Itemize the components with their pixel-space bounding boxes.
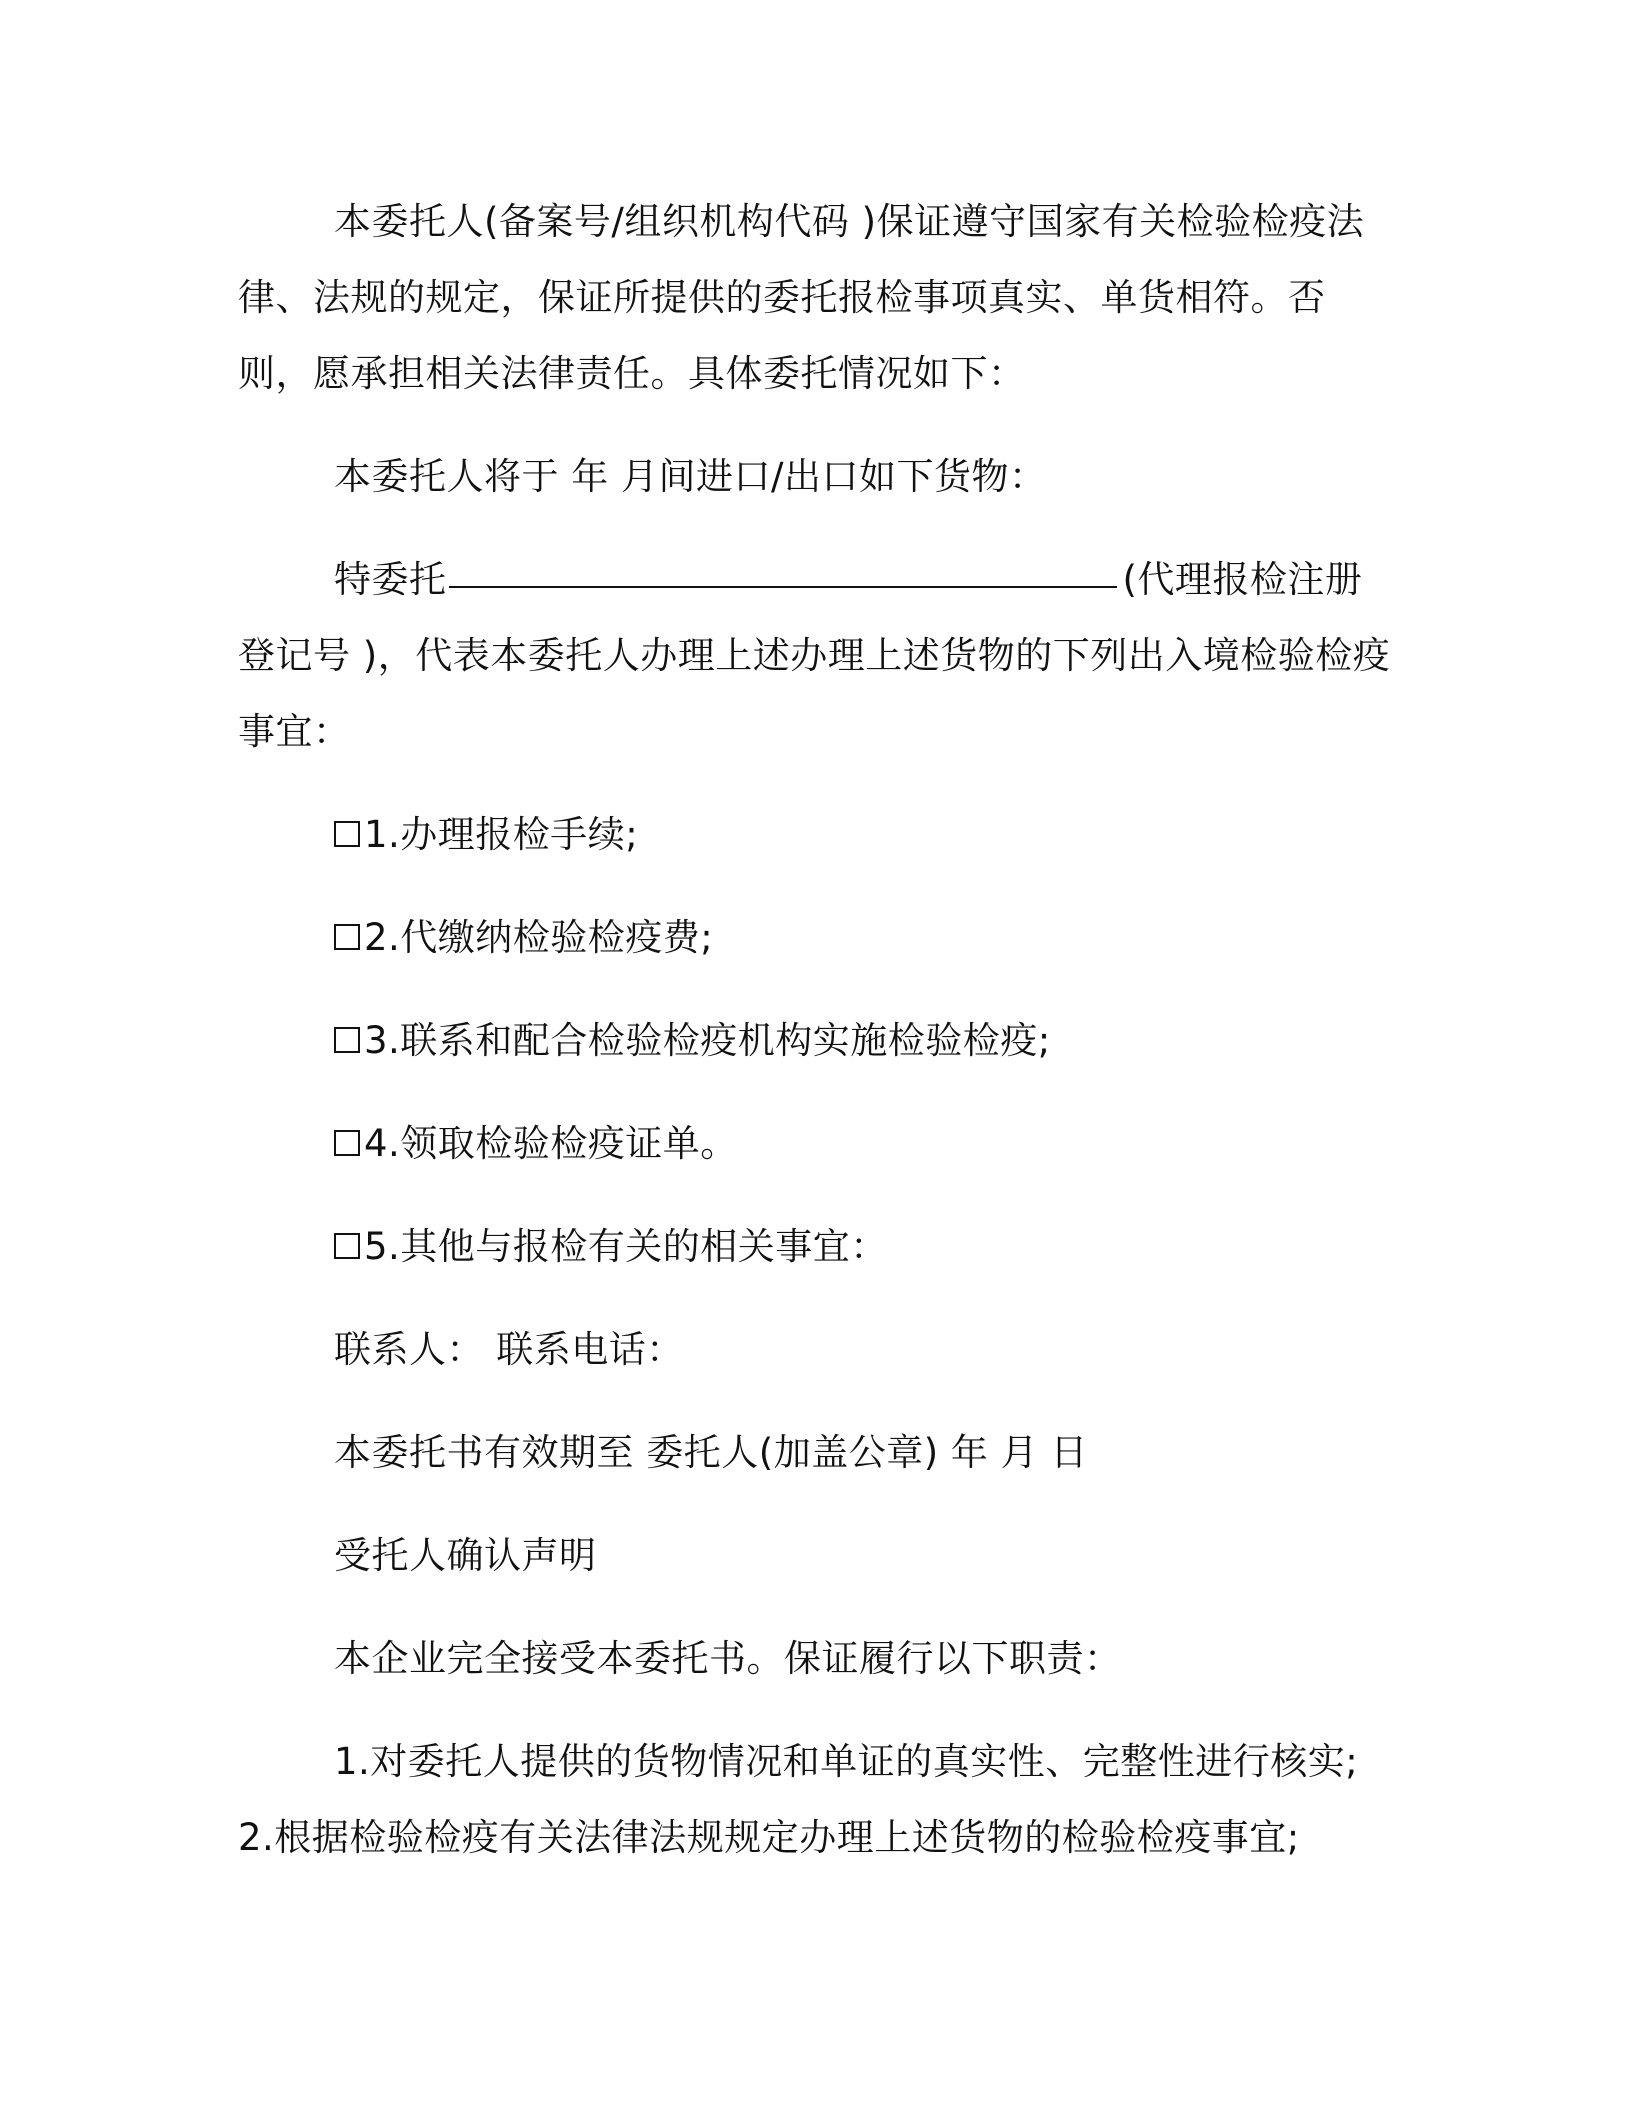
- checkbox-icon[interactable]: [334, 1233, 360, 1259]
- checklist-item: [238, 1209, 1398, 1285]
- checklist-item-label: 4.领取检验检疫证单。: [364, 1122, 738, 1165]
- checklist-item: [238, 900, 1398, 976]
- checkbox-icon[interactable]: [334, 821, 360, 847]
- spacer: [238, 1182, 1398, 1209]
- checkbox-icon[interactable]: [334, 924, 360, 950]
- import-export-paragraph: 本委托人将于 年 月间进口/出口如下货物：: [334, 455, 1047, 498]
- spacer: [238, 1697, 1398, 1724]
- duties-paragraph: 1.对委托人提供的货物情况和单证的真实性、完整性进行核实; 2.根据检验检疫有关法律法规规定办理上述货物的检验检疫事宜;: [238, 1740, 1359, 1859]
- checklist-item: [238, 797, 1398, 873]
- spacer: [238, 873, 1398, 900]
- entrust-prefix: 特委托: [334, 558, 447, 601]
- checklist-item-label: 3.联系和配合检验检疫机构实施检验检疫;: [364, 1019, 1051, 1062]
- spacer: [238, 515, 1398, 542]
- validity-line: 本委托书有效期至 委托人(加盖公章) 年 月 日: [334, 1431, 1088, 1474]
- entrust-paragraph: [238, 542, 1398, 770]
- spacer: [238, 412, 1398, 439]
- spacer: [238, 1285, 1398, 1312]
- intro-paragraph: 本委托人(备案号/组织机构代码 )保证遵守国家有关检验检疫法律、法规的规定，保证所提供的委托报检事项真实、单货相符。否则，愿承担相关法律责任。具体委托情况如下：: [238, 200, 1365, 395]
- contact-line: 联系人： 联系电话：: [334, 1328, 684, 1371]
- spacer: [238, 1388, 1398, 1415]
- acceptance-line: 本企业完全接受本委托书。保证履行以下职责：: [334, 1637, 1122, 1680]
- checklist-item: [238, 1106, 1398, 1182]
- entrust-suffix: (代理报检注册登记号 )，代表本委托人办理上述办理上述货物的下列出入境检验检疫事宜：: [238, 558, 1391, 753]
- checklist-item-label: 2.代缴纳检验检疫费;: [364, 916, 714, 959]
- spacer: [238, 770, 1398, 797]
- confirmation-heading: 受托人确认声明: [334, 1534, 597, 1577]
- checklist-item: [238, 1003, 1398, 1079]
- spacer: [238, 1594, 1398, 1621]
- checklist-item-label: 1.办理报检手续;: [364, 813, 639, 856]
- checklist-item-label: 5.其他与报检有关的相关事宜：: [364, 1225, 888, 1268]
- checkbox-icon[interactable]: [334, 1027, 360, 1053]
- spacer: [238, 976, 1398, 1003]
- spacer: [238, 1491, 1398, 1518]
- checkbox-icon[interactable]: [334, 1130, 360, 1156]
- agent-name-blank[interactable]: [449, 546, 1117, 588]
- document-page: [238, 184, 1398, 1876]
- spacer: [238, 1079, 1398, 1106]
